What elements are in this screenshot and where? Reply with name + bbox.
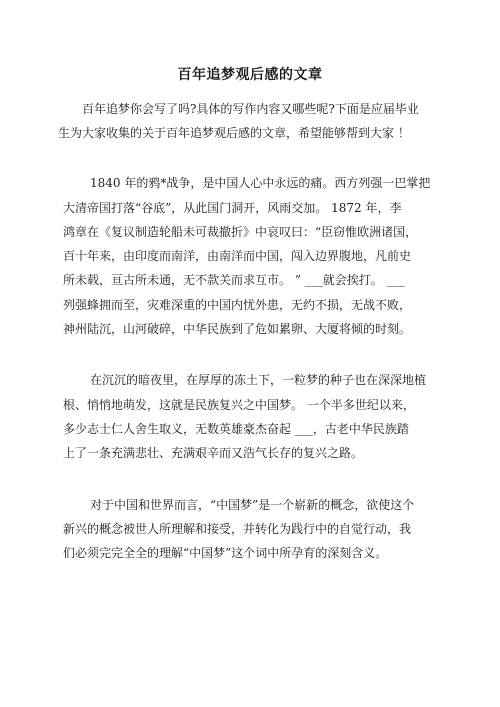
intro-line-1: 百年追梦你会写了吗?具体的写作内容又哪些呢?下面是应届毕业 [82, 102, 419, 116]
p3-line-2: 新兴的概念被世人所理解和接受，并转化为践行中的自觉行动，我 [63, 522, 412, 536]
p1-line-5: 所未载，亘古所未通，无不款关而求互市。 ” ___就会挨打。 ___ [63, 273, 405, 287]
p2-line-1: 在沉沉的暗夜里，在厚厚的冻土下，一粒梦的种子也在深深地植 [90, 373, 427, 387]
p1-line-7: 神州陆沉，山河破碎，中华民族到了危如累卵、大厦将倾的时刻。 [63, 322, 412, 336]
p3-line-1: 对于中国和世界而言，“中国梦”是一个崭新的概念，欲使这个 [90, 498, 415, 512]
p1-line-2: 大清帝国打落“谷底”，从此国门洞开，风雨交加。 1872 年，李 [63, 201, 402, 215]
intro-line-2: 生为大家收集的关于百年追梦观后感的文章，希望能够帮到大家 ！ [58, 126, 410, 140]
p2-line-4: 上了一条充满悲壮、充满艰辛而又浩气长存的复兴之路。 [63, 446, 364, 460]
p1-line-1: 1840 年的鸦*战争，是中国人心中永远的痛。西方列强一巴掌把 [90, 176, 431, 190]
document-title: 百年追梦观后感的文章 [177, 67, 323, 83]
p2-line-2: 根、悄悄地萌发，这就是民族复兴之中国梦。 一个半多世纪以来， [63, 398, 415, 412]
p1-line-6: 列强蜂拥而至，灾难深重的中国内忧外患，无约不损，无战不败， [63, 298, 412, 312]
p1-line-4: 百十年来，由印度而南洋，由南洋而中国，闯入边界腹地，凡前史 [63, 249, 412, 263]
p3-line-3: 们必须完完全全的理解“中国梦”这个词中所孕育的深刻含义。 [63, 546, 388, 560]
p1-line-3: 鸿章在《复议制造轮船未可裁撤折》中哀叹曰：“臣窃惟欧洲诸国， [63, 225, 418, 239]
p2-line-3: 多少志士仁人舍生取义，无数英雄豪杰奋起 ___，古老中华民族踏 [63, 422, 409, 436]
